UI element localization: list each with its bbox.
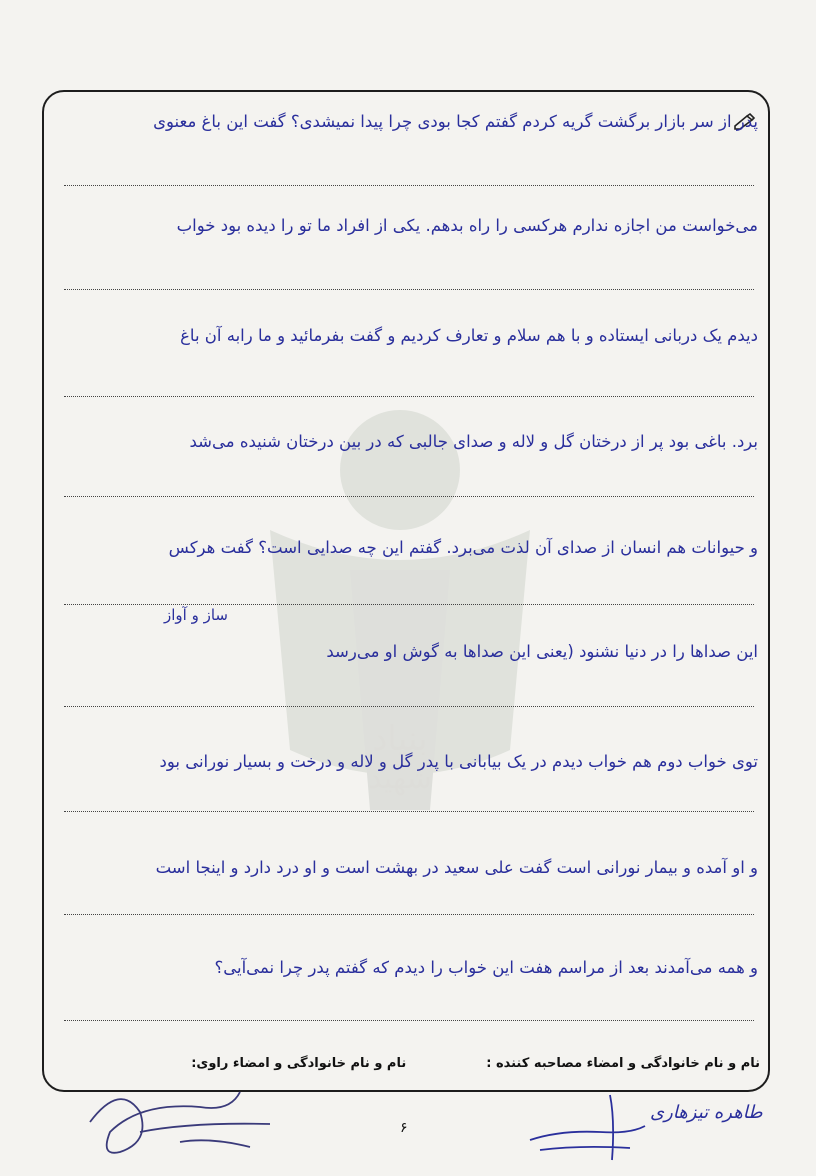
ruled-line [64,289,754,290]
narrator-signature [80,1062,280,1172]
interviewer-signature-label: نام و نام خانوادگی و امضاء مصاحبه کننده : [486,1056,760,1071]
handwritten-line-2: می‌خواست من اجازه ندارم هرکسی را راه بدهم. یکی از افراد ما تو را دیده بود خواب [176,216,758,235]
handwritten-line-5: و حیوانات هم انسان از صدای آن لذت می‌برد. گفتم این چه صدایی است؟ گفت هرکس [168,538,758,557]
ruled-line [64,914,754,915]
ruled-line [64,1020,754,1021]
handwritten-insertion: ساز و آواز [164,606,228,624]
handwritten-line-9: و همه می‌آمدند بعد از مراسم هفت این خواب را دیدم که گفتم پدر چرا نمی‌آیی؟ [214,958,758,977]
ruled-line [64,496,754,497]
page-number: ۶ [400,1120,408,1136]
ruled-line [64,604,754,605]
handwritten-line-4: برد. باغی بود پر از درختان گل و لاله و صدای جالبی که در بین درختان شنیده می‌شد [189,432,758,451]
ruled-line [64,706,754,707]
handwritten-line-1: پدر از سر بازار برگشت گریه کردم گفتم کجا بودی چرا پیدا نمیشدی؟ گفت این باغ معنوی [153,112,758,131]
ruled-line [64,396,754,397]
watermark-text-bottom: شهید [368,761,432,796]
ruled-line [64,185,754,186]
interviewer-signature [520,1090,650,1170]
ruled-line [64,811,754,812]
handwritten-line-3: دیدم یک دربانی ایستاده و با هم سلام و تعارف کردیم و گفت بفرمائید و ما رابه آن باغ [180,326,758,345]
narrator-signature-label: نام و نام خانوادگی و امضاء راوی: [191,1056,407,1071]
watermark-text-top: بنیاد [372,719,428,759]
handwritten-line-6: این صداها را در دنیا نشنود (یعنی این صداها به گوش او می‌رسد [326,642,758,661]
handwritten-line-8: و او آمده و بیمار نورانی است گفت علی سعید در بهشت است و او درد دارد و اینجا است [155,858,758,877]
interviewer-name-handwritten: طاهره تیزهاری [650,1102,763,1123]
handwritten-line-7: توی خواب دوم هم خواب دیدم در یک بیابانی با پدر گل و لاله و درخت و بسیار نورانی بود [159,752,758,771]
page-border-frame [42,90,770,1092]
